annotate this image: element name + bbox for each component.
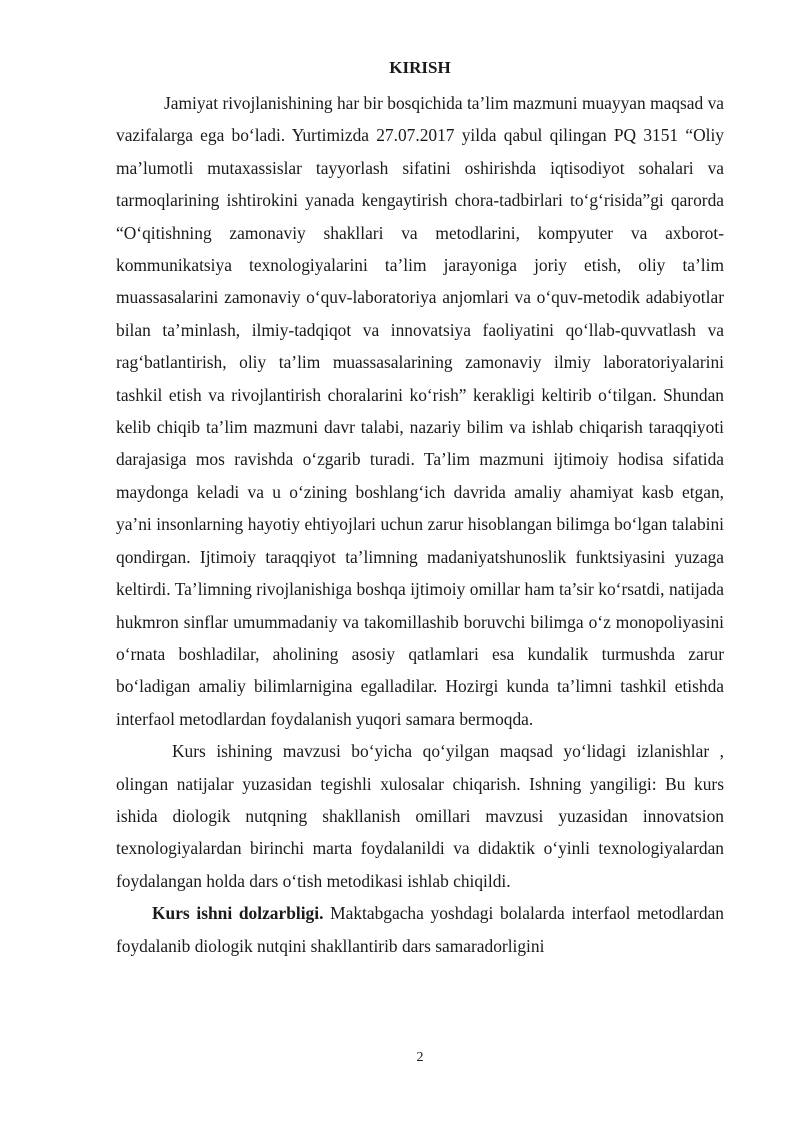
- section-heading: KIRISH: [389, 58, 451, 77]
- paragraph-intro: Jamiyat rivojlanishining har bir bosqichida ta’lim mazmuni muayyan maqsad va vazifalarga ega bo‘ladi. Yurtimizda 27.07.2017 yilda qabul qilingan PQ 3151 “Oliy ma’lumotli mutaxassislar tayyorlash sifatini oshirishda iqtisodiyot sohalari va tarmoqlarining ishtirokini yanada kengaytirish chora-tadbirlari to‘g‘risida”gi qarorda “O‘qitishning zamonaviy shakllari va metodlarini, kompyuter va axborot-kommunikatsiya texnologiyalarini ta’lim jarayoniga joriy etish, oliy ta’lim muassasalarini zamonaviy o‘quv-laboratoriya anjomlari va o‘quv-metodik adabiyotlar bilan ta’minlash, ilmiy-tadqiqot va innovatsiya faoliyatini qo‘llab-quvvatlash va rag‘batlantirish, oliy ta’lim muassasalarining zamonaviy ilmiy laboratoriyalarini tashkil etish va rivojlantirish choralarini ko‘rish” kerakligi keltirib o‘tilgan. Shundan kelib chiqib ta’lim mazmuni davr talabi, nazariy bilim va ishlab chiqarish taraqqiyoti darajasiga mos ravishda o‘zgarib turadi. Ta’lim mazmuni ijtimoiy hodisa sifatida maydonga keladi va u o‘zining boshlang‘ich davrida amaliy ahamiyat kasb etgan, ya’ni insonlarning hayotiy ehtiyojlari uchun zarur hisoblangan bilimga bo‘lgan talabini qondirgan. Ijtimoiy taraqqiyot ta’limning madaniyatshunoslik funktsiyasini yuzaga keltirdi. Ta’limning rivojlanishiga boshqa ijtimoiy omillar ham ta’sir ko‘rsatdi, natijada hukmron sinflar umummadaniy va takomillashib boruvchi bilimga o‘z monopoliyasini o‘rnata boshladilar, aholining asosiy qatlamlari esa kundalik turmushda zarur bo‘ladigan amaliy bilimlarnigina egalladilar. Hozirgi kunda ta’limni tashkil etishda interfaol metodlardan foydalanish yuqori samara bermoqda.: [116, 93, 724, 729]
- relevance-text: Maktabgacha yoshdagi bolalarda interfaol metodlardan foydalanib diologik nutqini shakllantirib dars samaradorligini: [116, 903, 724, 956]
- page-number: 2: [416, 1050, 424, 1065]
- relevance-lead: Kurs ishni dolzarbligi.: [152, 903, 324, 924]
- body-text: [116, 87, 724, 962]
- paragraph-goal: Kurs ishining mavzusi bo‘yicha qo‘yilgan maqsad yo‘lidagi izlanishlar , olingan natijalar yuzasidan tegishli xulosalar chiqarish. Ishning yangiligi: Bu kurs ishida diologik nutqning shakllanish omillari mavzusi yuzasidan innovatsion texnologiyalardan birinchi marta foydalanildi va didaktik o‘yinli texnologiyalardan foydalangan holda dars o‘tish metodikasi ishlab chiqildi.: [116, 741, 724, 891]
- paragraph-relevance: [116, 897, 724, 962]
